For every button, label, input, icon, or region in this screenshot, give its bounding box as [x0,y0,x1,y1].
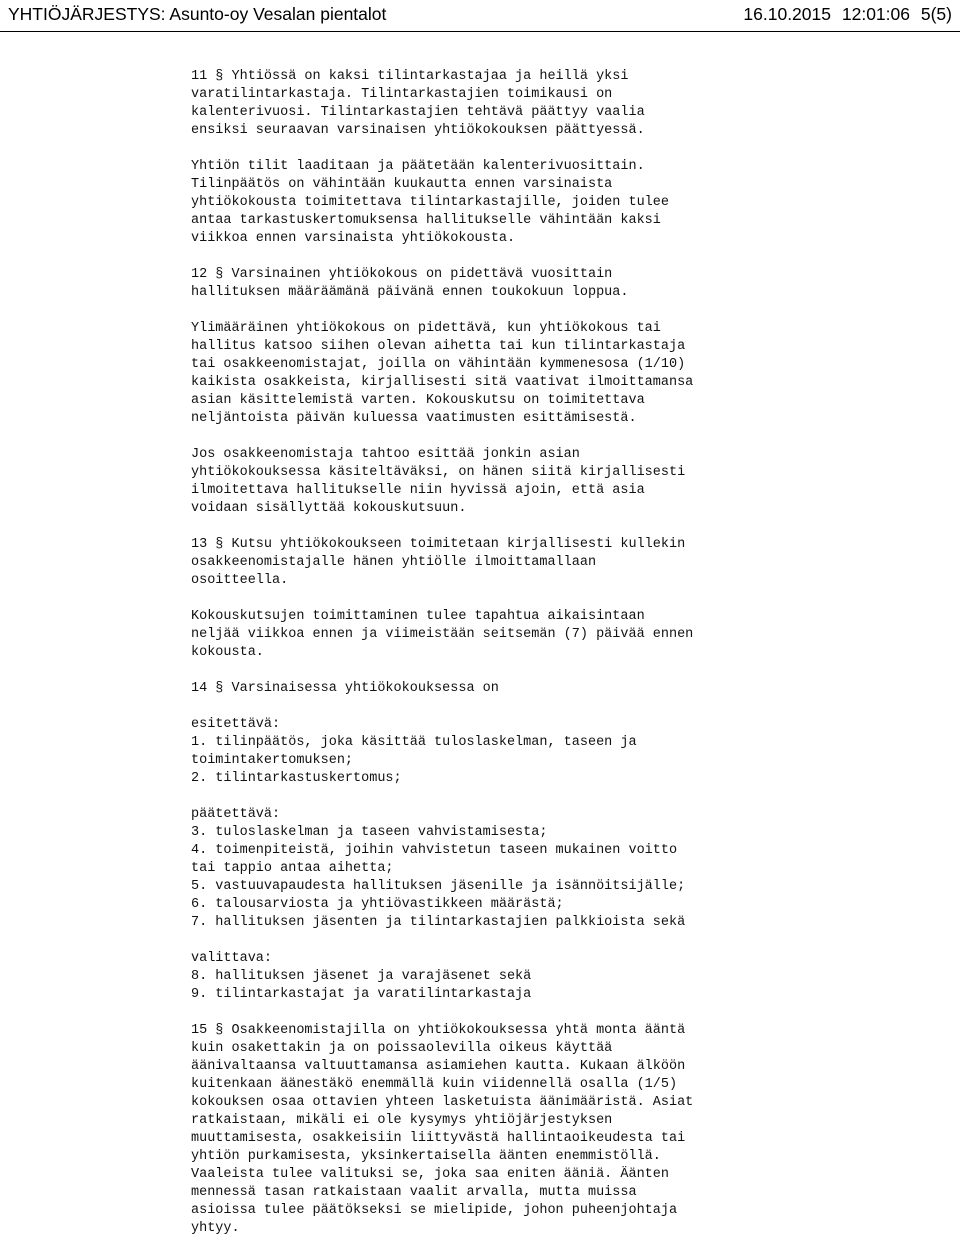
agenda-decided-list: päätettävä: 3. tuloslaskelman ja taseen vahvistamisesta; 4. toimenpiteistä, joihin vahvistetun taseen mukainen voitto tai tappio antaa aihetta; 5. vastuuvapaudesta hallituksen jäsenille ja isännöitsijälle; 6. talousarviosta ja yhtiövastikkeen määrästä; 7. hallituksen jäsenten ja tilintarkastajien palkkioista sekä [191,807,686,930]
paragraph-shareholder-matter: Jos osakkeenomistaja tahtoo esittää jonkin asian yhtiökokouksessa käsiteltäväksi, on hänen siitä kirjallisesti ilmoitettava hallitukselle niin hyvissä ajoin, että asia voidaan sisällyttää kokouskutsuun. [191,447,686,516]
paragraph-12-annual-meeting: 12 § Varsinainen yhtiökokous on pidettävä vuosittain hallituksen määräämänä päivänä ennen toukokuun loppua. [191,267,629,300]
page-header [8,3,952,25]
agenda-presented-list: esitettävä: 1. tilinpäätös, joka käsittää tuloslaskelman, taseen ja toimintakertomuksen; 2. tilintarkastuskertomus; [191,717,637,786]
paragraph-extraordinary-meeting: Ylimääräinen yhtiökokous on pidettävä, kun yhtiökokous tai hallitus katsoo siihen olevan aihetta tai kun tilintarkastaja tai osakkeenomistajat, joilla on vähintään kymmenesosa (1/10) kaikista osakkeista, kirjallisesti sitä vaativat ilmoittamansa asian käsittelemistä varten. Kokouskutsu on toimitettava neljäntoista päivän kuluessa vaatimusten esittämisestä. [191,321,694,426]
document-title: YHTIÖJÄRJESTYS: Asunto-oy Vesalan pientalot [8,4,387,24]
paragraph-11-auditors: 11 § Yhtiössä on kaksi tilintarkastajaa ja heillä yksi varatilintarkastaja. Tilintarkastajien toimikausi on kalenterivuosi. Tilintarkastajien tehtävä päättyy vaalia ensiksi seuraavan varsinaisen yhtiökokouksen päättyessä. [191,69,645,138]
paragraph-13-invitation: 13 § Kutsu yhtiökokoukseen toimitetaan kirjallisesti kullekin osakkeenomistajalle hänen yhtiölle ilmoittamallaan osoitteella. [191,537,686,588]
paragraph-15-voting: 15 § Osakkeenomistajilla on yhtiökokouksessa yhtä monta ääntä kuin osakettakin ja on poissaolevilla oikeus käyttää äänivaltaansa valtuuttamansa asiamiehen kautta. Kukaan älköön kuitenkaan äänestäkö enemmällä kuin viidennellä osalla (1/5) kokouksen osaa ottavien yhteen lasketuista äänimääristä. Asiat ratkaistaan, mikäli ei ole kysymys yhtiöjärjestyksen muuttamisesta, osakkeisiin liittyvästä hallintaoikeudesta tai yhtiön purkamisesta, yksinkertaisella äänten enemmistöllä. Vaaleista tulee valituksi se, joka saa eniten ääniä. Äänten mennessä tasan ratkaistaan vaalit arvalla, mutta muissa asioissa tulee päätökseksi se mielipide, johon puheenjohtaja yhtyy. [191,1023,694,1236]
page-number: 5(5) [920,4,952,24]
print-date: 16.10.2015 [743,4,831,24]
paragraph-accounts: Yhtiön tilit laaditaan ja päätetään kalenterivuosittain. Tilinpäätös on vähintään kuukautta ennen varsinaista yhtiökokousta toimitettava tilintarkastajille, joiden tulee antaa tarkastuskertomuksensa hallitukselle vähintään kaksi viikkoa ennen varsinaista yhtiökokousta. [191,159,669,246]
print-time: 12:01:06 [841,4,910,24]
paragraph-invitation-timing: Kokouskutsujen toimittaminen tulee tapahtua aikaisintaan neljää viikkoa ennen ja viimeistään seitsemän (7) päivää ennen kokousta. [191,609,694,660]
header-meta [743,3,952,25]
paragraph-14-agenda-intro: 14 § Varsinaisessa yhtiökokouksessa on [191,681,499,696]
agenda-elected-list: valittava: 8. hallituksen jäsenet ja varajäsenet sekä 9. tilintarkastajat ja varatilintarkastaja [191,951,532,1002]
header-divider [0,31,960,32]
document-body [191,68,951,1238]
